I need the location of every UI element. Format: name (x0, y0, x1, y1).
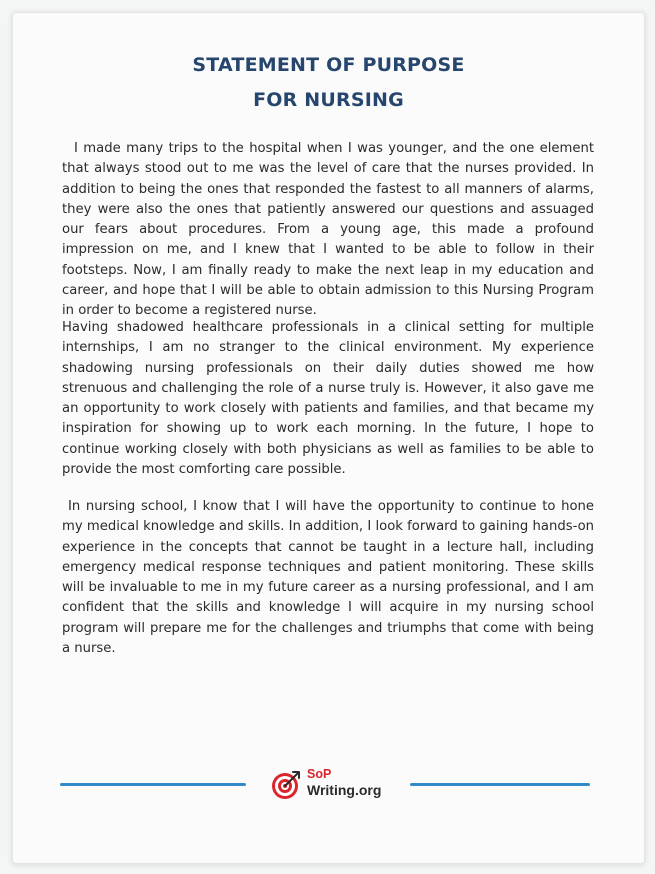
paragraph-1: I made many trips to the hospital when I was younger, and the one element that always stood out to me was the level of care that the nurses provided. In addition to being the ones that responded the fastest to all manners of alarms, they were also the ones that patiently answered our questions and assuaged our fears about procedures. From a young age, this made a profound impression on me, and I knew that I wanted to be able to follow in their footsteps. Now, I am finally ready to make the next leap in my education and career, and hope that I will be able to obtain admission to this Nursing Program in order to become a registered nurse. (62, 141, 594, 319)
footer-divider-left (60, 783, 246, 786)
logo-text-writing-org: Writing.org (307, 782, 382, 798)
target-arrow-icon (271, 770, 301, 800)
logo-text-sop: SoP (307, 767, 332, 781)
paragraph-3: In nursing school, I know that I will have the opportunity to continue to hone my medical knowledge and skills. In addition, I look forward to gaining hands-on experience in the concepts that cannot be taught in a lecture hall, including emergency medical response techniques and patient monitoring. These skills will be invaluable to me in my future career as a nursing professional, and I am confident that the skills and knowledge I will acquire in my nursing school program will prepare me for the challenges and triumphs that come with being a nurse. (62, 499, 594, 657)
footer-divider-right (410, 783, 590, 786)
sopwriting-logo (271, 767, 397, 801)
document-title-line2: FOR NURSING (253, 89, 404, 111)
document-title-line1: STATEMENT OF PURPOSE (192, 54, 465, 76)
document-page (12, 12, 645, 864)
paragraph-2: Having shadowed healthcare professionals in a clinical setting for multiple internships, I am no stranger to the clinical environment. My experience shadowing nursing professionals on their daily duties showed me how strenuous and challenging the role of a nurse truly is. However, it also gave me an opportunity to work closely with patients and families, and that became my inspiration for showing up to work each morning. In the future, I hope to continue working closely with both physicians as well as families to be able to provide the most comforting care possible. (62, 320, 594, 478)
